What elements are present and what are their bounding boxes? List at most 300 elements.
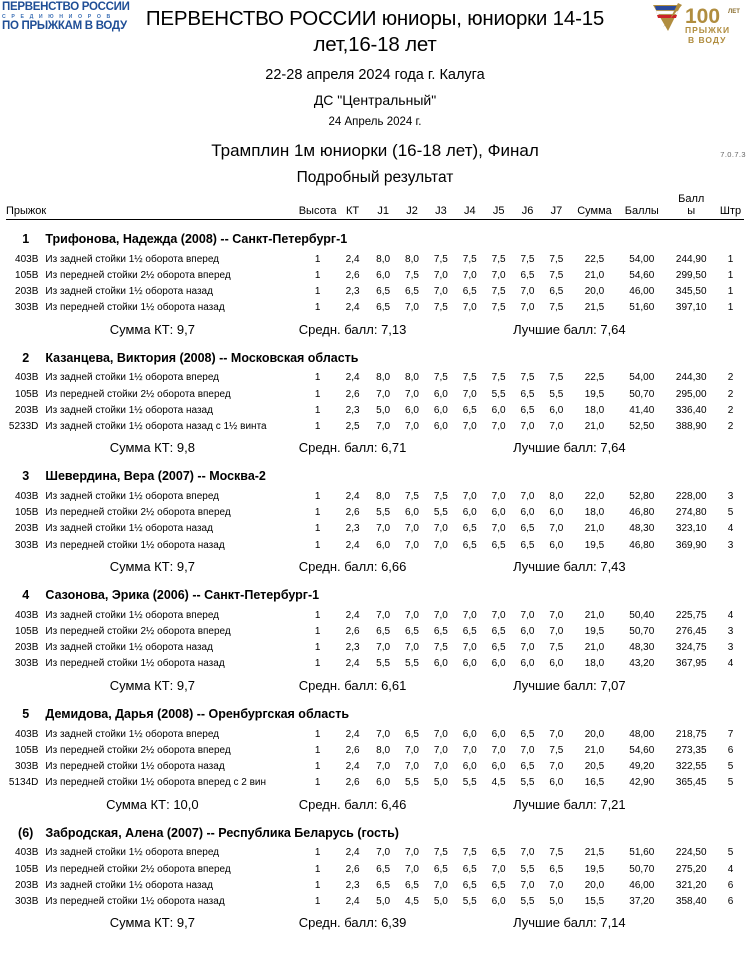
judge-score-j3: 5,0 — [433, 895, 448, 907]
judge-score-j1: 7,0 — [376, 523, 391, 535]
dive-code: 303B — [15, 658, 39, 670]
sum-dd-label: Сумма КТ: — [109, 915, 174, 931]
dive-points: 46,00 — [629, 285, 655, 297]
running-total-points: 367,95 — [675, 658, 707, 670]
table-row — [6, 488, 744, 504]
running-total-points: 225,75 — [675, 609, 707, 621]
dive-points: 51,60 — [629, 302, 655, 314]
judge-score-j5: 7,0 — [491, 863, 506, 875]
col-header-height: Высота — [298, 205, 337, 218]
dive-description: Из передней стойки 1½ оборота вперед с 2 вин — [45, 777, 267, 789]
table-row — [6, 505, 744, 521]
judge-score-j4: 6,5 — [462, 626, 477, 637]
dive-points: 46,80 — [629, 539, 655, 551]
running-rank: 1 — [727, 269, 734, 281]
col-header-sum: Сумма — [577, 205, 612, 218]
athlete-header-row — [6, 814, 744, 845]
judge-score-j3: 7,0 — [433, 539, 448, 551]
judge-score-j2: 8,0 — [405, 372, 419, 384]
running-total-points: 244,90 — [675, 253, 707, 265]
judge-score-j2: 6,0 — [405, 507, 419, 519]
running-rank: 4 — [727, 523, 734, 535]
judge-score-j6: 7,0 — [520, 642, 535, 654]
dive-description: Из передней стойки 1½ оборота назад — [45, 658, 225, 670]
judge-score-j2: 7,5 — [405, 491, 419, 503]
athlete-place: 4 — [22, 588, 30, 603]
best-score-cell — [513, 909, 744, 932]
dive-points: 54,60 — [629, 269, 655, 281]
judge-score-j4: 6,0 — [462, 760, 477, 772]
judge-score-j2: 6,0 — [405, 404, 419, 416]
running-rank: 3 — [727, 626, 734, 637]
table-header-row — [6, 193, 744, 217]
dive-judges-sum: 18,0 — [584, 658, 605, 670]
dive-code: 203B — [15, 879, 39, 891]
event-name — [0, 141, 750, 161]
dive-judges-sum: 15,5 — [584, 895, 605, 907]
page-title: ПЕРВЕНСТВО РОССИИ юниоры, юниорки 14-15 лет,16-18 лет — [145, 7, 605, 57]
dive-height: 1 — [314, 302, 321, 314]
col-header-j2: J2 — [406, 205, 418, 218]
best-score-value: 7,21 — [600, 796, 626, 812]
athlete-name: Забродская, Алена (2007) -- Республика Беларусь (гость) — [45, 825, 399, 840]
dive-points: 42,90 — [629, 777, 655, 789]
judge-score-j4: 7,0 — [462, 302, 477, 314]
dive-points: 50,70 — [629, 863, 655, 875]
dive-degree-difficulty: 2,3 — [345, 879, 360, 891]
dive-points: 50,40 — [629, 609, 655, 621]
running-total-points: 275,20 — [675, 863, 707, 875]
dive-height: 1 — [314, 507, 321, 519]
judge-score-j1: 7,0 — [376, 388, 391, 400]
dive-degree-difficulty: 2,4 — [345, 847, 360, 859]
table-row — [6, 640, 744, 656]
best-score-label: Лучшие балл: — [513, 321, 597, 337]
running-total-points: 369,90 — [675, 539, 707, 551]
table-row — [6, 758, 744, 774]
dive-code: 105B — [15, 269, 39, 281]
dive-degree-difficulty: 2,6 — [345, 777, 360, 789]
running-rank: 3 — [727, 491, 734, 503]
athlete-place: 5 — [22, 706, 30, 721]
running-total-points: 276,45 — [675, 626, 707, 637]
dive-degree-difficulty: 2,4 — [345, 728, 360, 740]
judge-score-j6: 7,0 — [520, 420, 535, 432]
col-header-j1: J1 — [377, 205, 389, 218]
athlete-name: Казанцева, Виктория (2008) -- Московская область — [45, 350, 359, 365]
dive-judges-sum: 20,0 — [584, 728, 605, 740]
sum-dd-value: 10,0 — [173, 796, 199, 812]
dive-degree-difficulty: 2,3 — [345, 285, 360, 297]
sum-dd-label: Сумма КТ: — [106, 796, 170, 812]
judge-score-j6: 6,0 — [520, 626, 535, 637]
running-total-points: 322,55 — [675, 760, 707, 772]
dive-height: 1 — [314, 728, 321, 740]
avg-score-cell — [299, 434, 513, 457]
dive-code: 105B — [15, 863, 39, 875]
judge-score-j2: 7,5 — [405, 269, 419, 281]
table-row — [6, 537, 744, 553]
sum-dd-value: 9,7 — [176, 321, 195, 337]
avg-score-value: 7,13 — [381, 321, 407, 337]
sum-dd-cell — [6, 553, 299, 576]
dive-points: 52,50 — [629, 420, 655, 432]
dive-code: 203B — [15, 285, 39, 297]
athlete-summary-row — [6, 791, 744, 814]
running-rank: 1 — [727, 302, 734, 314]
col-header-j6: J6 — [521, 205, 534, 218]
sum-dd-cell — [6, 316, 299, 339]
judge-score-j7: 7,0 — [549, 626, 564, 637]
judge-score-j2: 7,0 — [405, 388, 419, 400]
judge-score-j6: 7,0 — [520, 609, 535, 621]
avg-score-label: Средн. балл: — [298, 677, 378, 693]
judge-score-j4: 6,5 — [462, 879, 477, 891]
dive-height: 1 — [314, 609, 321, 621]
running-rank: 4 — [727, 658, 734, 670]
dive-description: Из передней стойки 2½ оборота вперед — [45, 626, 231, 637]
running-rank: 2 — [727, 420, 734, 432]
dive-degree-difficulty: 2,6 — [345, 626, 360, 637]
judge-score-j1: 7,0 — [376, 420, 391, 432]
judge-score-j4: 7,5 — [462, 372, 477, 384]
table-row — [6, 877, 744, 893]
judge-score-j2: 8,0 — [405, 253, 419, 265]
running-total-points: 345,50 — [675, 285, 707, 297]
judge-score-j3: 6,0 — [433, 404, 448, 416]
judge-score-j7: 7,5 — [549, 642, 564, 654]
judge-score-j7: 7,5 — [549, 744, 564, 756]
dive-judges-sum: 20,5 — [584, 760, 605, 772]
judge-score-j7: 7,0 — [549, 760, 564, 772]
judge-score-j3: 6,0 — [433, 420, 448, 432]
judge-score-j5: 7,5 — [491, 253, 506, 265]
judge-score-j6: 7,5 — [520, 372, 535, 384]
dive-code: 303B — [15, 539, 39, 551]
anniversary-logo-icon — [651, 1, 747, 47]
document-header — [0, 0, 750, 187]
svg-text:ЛЕТ: ЛЕТ — [728, 9, 740, 15]
col-header-dive: Прыжок — [6, 205, 47, 218]
col-header-points: Баллы — [624, 205, 659, 218]
dive-degree-difficulty: 2,4 — [345, 491, 360, 503]
judge-score-j4: 7,0 — [462, 642, 477, 654]
col-header-total — [665, 193, 717, 217]
avg-score-cell — [299, 909, 513, 932]
judge-score-j6: 7,0 — [520, 847, 535, 859]
dive-judges-sum: 22,5 — [584, 372, 605, 384]
judge-score-j6: 7,0 — [520, 879, 535, 891]
judge-score-j1: 7,0 — [376, 642, 391, 654]
judge-score-j4: 7,5 — [462, 847, 477, 859]
logo-left-line1: ПЕРВЕНСТВО РОССИИ — [2, 1, 130, 13]
judge-score-j5: 4,5 — [491, 777, 506, 789]
dive-description: Из передней стойки 2½ оборота вперед — [45, 507, 231, 519]
table-body — [6, 219, 744, 932]
best-score-value: 7,43 — [600, 559, 626, 575]
athlete-name: Шевердина, Вера (2007) -- Москва-2 — [45, 469, 266, 484]
dive-description: Из задней стойки 1½ оборота назад — [45, 404, 213, 416]
best-score-label: Лучшие балл: — [513, 796, 597, 812]
avg-score-value: 6,71 — [381, 440, 407, 456]
athlete-summary-row — [6, 316, 744, 339]
judge-score-j7: 6,0 — [549, 404, 564, 416]
judge-score-j7: 7,5 — [549, 253, 564, 265]
sum-dd-value: 9,7 — [176, 677, 195, 693]
dive-description: Из задней стойки 1½ оборота назад — [45, 879, 213, 891]
dive-height: 1 — [314, 420, 321, 432]
judge-score-j3: 7,0 — [433, 744, 448, 756]
avg-score-value: 6,61 — [381, 677, 407, 693]
judge-score-j6: 6,5 — [520, 388, 535, 400]
dive-points: 46,00 — [629, 879, 655, 891]
sum-dd-value: 9,7 — [176, 559, 195, 575]
dive-points: 51,60 — [629, 847, 655, 859]
dive-degree-difficulty: 2,5 — [345, 420, 360, 432]
judge-score-j6: 7,0 — [520, 491, 535, 503]
dive-degree-difficulty: 2,4 — [345, 302, 360, 314]
sum-dd-cell — [6, 672, 299, 695]
judge-score-j4: 6,0 — [462, 507, 477, 519]
dive-degree-difficulty: 2,4 — [345, 609, 360, 621]
table-row — [6, 521, 744, 537]
judge-score-j7: 6,0 — [549, 539, 564, 551]
dive-description: Из задней стойки 1½ оборота назад с 1½ винта — [45, 420, 267, 432]
judge-score-j2: 7,0 — [405, 642, 419, 654]
athlete-place: 1 — [22, 231, 30, 246]
best-score-label: Лучшие балл: — [513, 559, 597, 575]
judge-score-j2: 4,5 — [405, 895, 419, 907]
dive-code: 203B — [15, 523, 39, 535]
dive-height: 1 — [314, 539, 321, 551]
judge-score-j3: 7,0 — [433, 879, 448, 891]
judge-score-j6: 6,5 — [520, 523, 535, 535]
best-score-value: 7,64 — [600, 440, 626, 456]
dive-judges-sum: 21,0 — [584, 609, 605, 621]
judge-score-j2: 6,5 — [405, 285, 419, 297]
best-score-cell — [513, 553, 744, 576]
best-score-cell — [513, 672, 744, 695]
judge-score-j4: 7,5 — [462, 253, 477, 265]
judge-score-j4: 6,0 — [462, 658, 477, 670]
athlete-header-row — [6, 339, 744, 370]
dive-code: 105B — [15, 388, 39, 400]
dive-height: 1 — [314, 863, 321, 875]
judge-score-j5: 7,5 — [491, 302, 506, 314]
dive-height: 1 — [314, 847, 321, 859]
dive-description: Из задней стойки 1½ оборота вперед — [45, 609, 219, 621]
dive-degree-difficulty: 2,6 — [345, 269, 360, 281]
table-row — [6, 845, 744, 861]
event-dates-location: 22-28 апреля 2024 года г. Калуга — [265, 67, 485, 84]
judge-score-j7: 7,5 — [549, 372, 564, 384]
dive-description: Из задней стойки 1½ оборота назад — [45, 285, 213, 297]
judge-score-j2: 6,5 — [405, 626, 419, 637]
report-type: Подробный результат — [296, 169, 454, 187]
dive-judges-sum: 22,5 — [584, 253, 605, 265]
judge-score-j4: 6,0 — [462, 728, 477, 740]
judge-score-j1: 8,0 — [376, 744, 391, 756]
sum-dd-cell — [6, 791, 299, 814]
venue-name: ДС "Центральный" — [313, 92, 437, 109]
judge-score-j3: 5,5 — [433, 507, 448, 519]
dive-height: 1 — [314, 895, 321, 907]
avg-score-label: Средн. балл: — [298, 796, 378, 812]
dive-degree-difficulty: 2,4 — [345, 760, 360, 772]
judge-score-j3: 7,0 — [433, 760, 448, 772]
running-total-points: 295,00 — [675, 388, 707, 400]
running-total-points: 358,40 — [675, 895, 707, 907]
col-header-j5: J5 — [492, 205, 505, 218]
athlete-header-row — [6, 219, 744, 251]
athlete-place: (6) — [18, 825, 34, 840]
avg-score-cell — [299, 672, 513, 695]
running-rank: 4 — [727, 609, 734, 621]
dive-height: 1 — [314, 879, 321, 891]
dive-height: 1 — [314, 523, 321, 535]
dive-description: Из задней стойки 1½ оборота назад — [45, 523, 213, 535]
judge-score-j5: 6,5 — [491, 642, 506, 654]
judge-score-j1: 6,0 — [376, 269, 391, 281]
judge-score-j6: 6,5 — [520, 404, 535, 416]
col-header-j7: J7 — [550, 205, 563, 218]
dive-judges-sum: 21,0 — [584, 642, 605, 654]
running-rank: 7 — [727, 728, 734, 740]
best-score-label: Лучшие балл: — [513, 440, 597, 456]
judge-score-j7: 6,0 — [549, 777, 564, 789]
judge-score-j2: 7,0 — [405, 744, 419, 756]
judge-score-j4: 6,5 — [462, 863, 477, 875]
athlete-place: 2 — [22, 350, 30, 365]
dive-degree-difficulty: 2,4 — [345, 658, 360, 670]
event-name-text: Трамплин 1м юниорки (16-18 лет), Финал — [211, 141, 539, 161]
col-header-total-line1: Балл — [678, 193, 705, 206]
judge-score-j5: 7,0 — [491, 523, 506, 535]
running-rank: 6 — [727, 895, 734, 907]
judge-score-j7: 7,0 — [549, 609, 564, 621]
dive-description: Из передней стойки 1½ оборота назад — [45, 539, 225, 551]
running-rank: 6 — [727, 879, 734, 891]
running-total-points: 388,90 — [675, 420, 707, 432]
col-header-total-line2: ы — [687, 205, 696, 218]
running-total-points: 218,75 — [675, 728, 707, 740]
dive-judges-sum: 19,5 — [584, 539, 605, 551]
dive-description: Из передней стойки 1½ оборота назад — [45, 302, 225, 314]
judge-score-j1: 6,5 — [376, 285, 391, 297]
judge-score-j4: 5,5 — [462, 895, 477, 907]
dive-description: Из задней стойки 1½ оборота вперед — [45, 728, 219, 740]
sum-dd-cell — [6, 434, 299, 457]
dive-code: 105B — [15, 744, 39, 756]
running-rank: 5 — [727, 847, 734, 859]
running-rank: 3 — [727, 642, 734, 654]
anniversary-100-logo — [651, 1, 747, 47]
dive-judges-sum: 22,0 — [584, 491, 605, 503]
best-score-value: 7,14 — [600, 915, 626, 931]
judge-score-j7: 7,0 — [549, 728, 564, 740]
running-total-points: 336,40 — [675, 404, 707, 416]
dive-height: 1 — [314, 744, 321, 756]
svg-text:ПРЫЖКИ: ПРЫЖКИ — [685, 25, 731, 35]
judge-score-j4: 7,0 — [462, 491, 477, 503]
judge-score-j4: 6,5 — [462, 523, 477, 535]
judge-score-j2: 7,0 — [405, 302, 419, 314]
dive-degree-difficulty: 2,3 — [345, 523, 360, 535]
judge-score-j4: 5,5 — [462, 777, 477, 789]
athlete-summary-row — [6, 909, 744, 932]
judge-score-j2: 7,0 — [405, 420, 419, 432]
dive-points: 54,00 — [629, 253, 655, 265]
judge-score-j1: 6,0 — [376, 777, 391, 789]
judge-score-j5: 6,0 — [491, 728, 506, 740]
dive-points: 48,30 — [629, 642, 655, 654]
judge-score-j5: 7,0 — [491, 744, 506, 756]
running-total-points: 274,80 — [675, 507, 707, 519]
judge-score-j6: 5,5 — [520, 777, 535, 789]
dive-judges-sum: 21,0 — [584, 744, 605, 756]
running-rank: 1 — [727, 285, 734, 297]
svg-text:100: 100 — [685, 5, 721, 28]
judge-score-j3: 6,5 — [433, 626, 448, 637]
judge-score-j2: 7,0 — [405, 539, 419, 551]
judge-score-j5: 7,5 — [491, 285, 506, 297]
judge-score-j4: 7,0 — [462, 744, 477, 756]
championship-logo — [2, 1, 130, 36]
judge-score-j1: 5,0 — [376, 895, 391, 907]
judge-score-j1: 8,0 — [376, 491, 391, 503]
sum-dd-label: Сумма КТ: — [109, 677, 174, 693]
dive-judges-sum: 21,5 — [584, 302, 605, 314]
dive-height: 1 — [314, 285, 321, 297]
dive-judges-sum: 19,5 — [584, 388, 605, 400]
judge-score-j5: 7,0 — [491, 609, 506, 621]
judge-score-j5: 6,0 — [491, 760, 506, 772]
dive-code: 403B — [15, 728, 39, 740]
table-row — [6, 370, 744, 386]
judge-score-j1: 6,0 — [376, 539, 391, 551]
table-row — [6, 775, 744, 791]
running-rank: 2 — [727, 388, 734, 400]
dive-code: 403B — [15, 491, 39, 503]
judge-score-j1: 5,0 — [376, 404, 391, 416]
judge-score-j1: 7,0 — [376, 760, 391, 772]
athlete-place: 3 — [22, 469, 30, 484]
judge-score-j7: 5,0 — [549, 895, 564, 907]
judge-score-j3: 7,0 — [433, 728, 448, 740]
dive-judges-sum: 20,0 — [584, 285, 605, 297]
dive-judges-sum: 19,5 — [584, 626, 605, 637]
athlete-name: Трифонова, Надежда (2008) -- Санкт-Петербург-1 — [45, 231, 348, 246]
table-head — [6, 193, 744, 219]
dive-description: Из передней стойки 2½ оборота вперед — [45, 744, 231, 756]
athlete-name: Сазонова, Эрика (2006) -- Санкт-Петербург-1 — [45, 588, 320, 603]
sum-dd-cell — [6, 909, 299, 932]
athlete-summary-row — [6, 553, 744, 576]
judge-score-j2: 7,0 — [405, 863, 419, 875]
dive-degree-difficulty: 2,3 — [345, 642, 360, 654]
dive-code: 203B — [15, 642, 39, 654]
judge-score-j3: 7,0 — [433, 609, 448, 621]
judge-score-j2: 7,0 — [405, 760, 419, 772]
dive-code: 105B — [15, 626, 39, 637]
judge-score-j4: 6,5 — [462, 539, 477, 551]
judge-score-j5: 6,0 — [491, 658, 506, 670]
dive-degree-difficulty: 2,6 — [345, 863, 360, 875]
running-rank: 6 — [727, 744, 734, 756]
avg-score-label: Средн. балл: — [298, 915, 378, 931]
judge-score-j3: 7,0 — [433, 523, 448, 535]
dive-code: 303B — [15, 302, 39, 314]
